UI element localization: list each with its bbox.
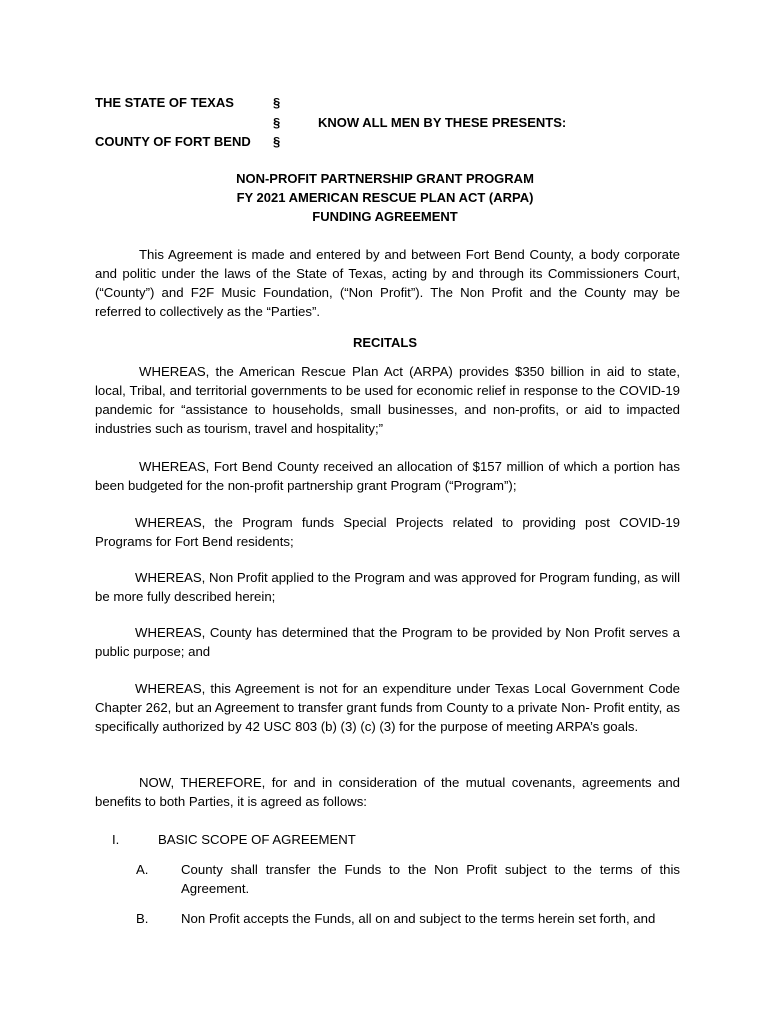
recital-paragraph bbox=[95, 362, 680, 438]
intro-text: This Agreement is made and entered by and between Fort Bend County, a body corporate and politic under the laws of the State of Texas, acting by and through its Commissioners Court, (“County”) and F2F Music Foundation, (“Non Profit”). The Non Profit and the County may be referred to collectively as the “Parties”. bbox=[95, 247, 680, 319]
recital-text: WHEREAS, County has determined that the Program to be provided by Non Profit serves a public purpose; and bbox=[95, 625, 680, 659]
therefore-paragraph bbox=[95, 773, 680, 811]
item-letter: B. bbox=[136, 911, 149, 926]
recital-text: WHEREAS, Fort Bend County received an allocation of $157 million of which a portion has been budgeted for the non-profit partnership grant Program (“Program”); bbox=[95, 459, 680, 493]
recital-text: WHEREAS, the American Rescue Plan Act (ARPA) provides $350 billion in aid to state, local, Tribal, and territorial governments to be used for economic relief in response to the COVID-19 pandemic for “assistance to households, small businesses, and non-profits, or aid to impacted industries such as tourism, travel and hospitality;” bbox=[95, 364, 680, 436]
section-symbol: § bbox=[273, 134, 281, 149]
title-line-1: NON-PROFIT PARTNERSHIP GRANT PROGRAM bbox=[236, 171, 534, 186]
recital-text: WHEREAS, Non Profit applied to the Program and was approved for Program funding, as will be more fully described herein; bbox=[95, 570, 680, 604]
section-symbol: § bbox=[273, 95, 281, 110]
county-label: COUNTY OF FORT BEND bbox=[95, 134, 251, 149]
title-line-3: FUNDING AGREEMENT bbox=[312, 209, 458, 224]
section-heading: BASIC SCOPE OF AGREEMENT bbox=[158, 832, 356, 847]
recital-paragraph bbox=[95, 679, 680, 736]
recital-paragraph bbox=[95, 623, 680, 661]
recital-text: WHEREAS, the Program funds Special Projects related to providing post COVID-19 Programs for Fort Bend residents; bbox=[95, 515, 680, 549]
recital-text: WHEREAS, this Agreement is not for an expenditure under Texas Local Government Code Chapter 262, but an Agreement to transfer grant funds from County to a private Non- Profit entity, as specifically authorized by 42 USC 803 (b) (3) (c) (3) for the purpose of meeting ARPA’s goals. bbox=[95, 681, 680, 734]
state-label: THE STATE OF TEXAS bbox=[95, 95, 234, 110]
recital-paragraph bbox=[95, 568, 680, 606]
recitals-heading: RECITALS bbox=[352, 335, 418, 350]
section-symbol: § bbox=[273, 115, 281, 130]
therefore-text: NOW, THEREFORE, for and in consideration of the mutual covenants, agreements and benefits to both Parties, it is agreed as follows: bbox=[95, 775, 680, 809]
intro-paragraph bbox=[95, 245, 680, 321]
recital-paragraph bbox=[95, 457, 680, 495]
presents-label: KNOW ALL MEN BY THESE PRESENTS: bbox=[318, 115, 567, 130]
recital-paragraph bbox=[95, 513, 680, 551]
item-text: Non Profit accepts the Funds, all on and subject to the terms herein set forth, and bbox=[181, 911, 656, 926]
item-letter: A. bbox=[136, 862, 149, 877]
section-number: I. bbox=[112, 832, 120, 847]
title-line-2: FY 2021 AMERICAN RESCUE PLAN ACT (ARPA) bbox=[236, 190, 534, 205]
item-text: County shall transfer the Funds to the Non Profit subject to the terms of this Agreement. bbox=[181, 862, 680, 896]
